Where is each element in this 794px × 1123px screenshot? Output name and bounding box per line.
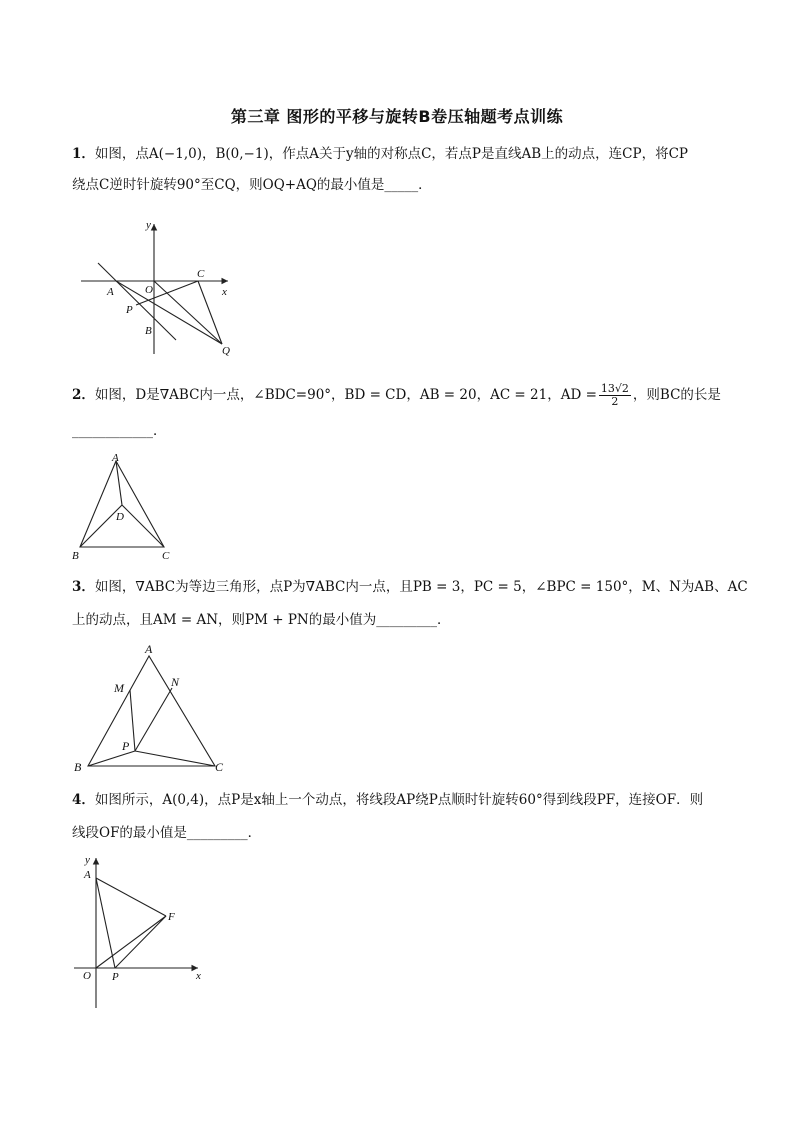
q3-seg-pn xyxy=(135,688,172,751)
q2-seg-cd xyxy=(122,505,164,547)
q4-label-a: A xyxy=(84,869,91,881)
q3-label-b: B xyxy=(74,760,82,774)
q1-label-x: x xyxy=(222,286,227,298)
q2-number: 2． xyxy=(72,387,95,403)
q2-fraction-denominator: 2 xyxy=(611,395,619,408)
q4-seg-pf xyxy=(115,916,166,968)
q3-text-line2: 上的动点，且AM = AN，则PM + PN的最小值为_________． xyxy=(72,612,451,628)
q2-label-a: A xyxy=(112,452,119,464)
q2-fraction-numerator: 13√2 xyxy=(600,382,629,395)
page-title: 第三章 图形的平移与旋转B卷压轴题考点训练 xyxy=(230,107,564,126)
q1-text-line1: 如图，点A(−1,0)，B(0,−1)，作点A关于y轴的对称点C，若点P是直线AB上的动点，连CP，将CP xyxy=(94,146,688,162)
q4-text-line2: 线段OF的最小值是_________． xyxy=(72,825,262,841)
q2-text-line2: ____________． xyxy=(72,423,167,439)
q4-label-x: x xyxy=(196,970,201,982)
q4-seg-ap xyxy=(96,878,115,968)
q1-seg-cq xyxy=(198,281,222,344)
q3-line1 xyxy=(72,578,748,596)
q1-label-q: Q xyxy=(222,345,230,357)
q3-figure xyxy=(70,640,240,780)
q2-line1 xyxy=(72,383,721,408)
q1-label-o: O xyxy=(145,284,153,296)
q1-label-c: C xyxy=(197,268,205,280)
q3-seg-pc xyxy=(135,751,215,766)
q2-seg-ad xyxy=(116,461,122,505)
q3-label-a: A xyxy=(145,642,153,656)
q3-label-n: N xyxy=(171,675,180,689)
q4-label-p: P xyxy=(112,971,119,983)
q4-seg-af xyxy=(96,878,166,916)
q4-number: 4． xyxy=(72,792,95,808)
q2-text-post: ，则BC的长是 xyxy=(632,387,721,403)
q1-line-ab xyxy=(98,263,176,340)
q1-label-y: y xyxy=(146,219,151,231)
q1-label-b: B xyxy=(145,325,152,337)
q2-text-pre: 如图，D是∇ABC内一点，∠BDC=90°，BD = CD，AB = 20，AC = 21，AD = xyxy=(94,387,597,403)
q4-figure xyxy=(70,850,220,1015)
q1-label-a: A xyxy=(107,286,114,298)
q1-line1 xyxy=(72,145,688,163)
q2-figure xyxy=(70,450,180,565)
q3-seg-pm xyxy=(130,690,135,751)
q1-seg-oq xyxy=(154,281,222,344)
q3-text-line1: 如图，∇ABC为等边三角形，点P为∇ABC内一点，且PB = 3，PC = 5，∠BPC = 150°，M、N为AB、AC xyxy=(94,579,748,595)
q3-label-p: P xyxy=(122,739,130,753)
q1-number: 1． xyxy=(72,146,95,162)
q2-label-d: D xyxy=(116,511,124,523)
q4-seg-of xyxy=(96,916,166,968)
q4-line1 xyxy=(72,791,703,809)
q3-label-m: M xyxy=(114,681,124,695)
q1-text-line2: 绕点C逆时针旋转90°至CQ，则OQ+AQ的最小值是_____． xyxy=(72,177,432,193)
q2-fraction xyxy=(599,383,631,408)
q3-number: 3． xyxy=(72,579,95,595)
q3-triangle-abc xyxy=(88,656,215,766)
q2-label-c: C xyxy=(162,550,170,562)
q4-label-f: F xyxy=(168,911,175,923)
q3-label-c: C xyxy=(215,760,224,774)
q1-label-p: P xyxy=(126,304,133,316)
q4-label-y: y xyxy=(85,854,90,866)
q4-text-line1: 如图所示，A(0,4)，点P是x轴上一个动点，将线段AP绕P点顺时针旋转60°得到线段PF，连接OF．则 xyxy=(94,792,704,808)
q4-label-o: O xyxy=(83,970,91,982)
q1-figure xyxy=(76,214,246,364)
q2-label-b: B xyxy=(72,550,79,562)
